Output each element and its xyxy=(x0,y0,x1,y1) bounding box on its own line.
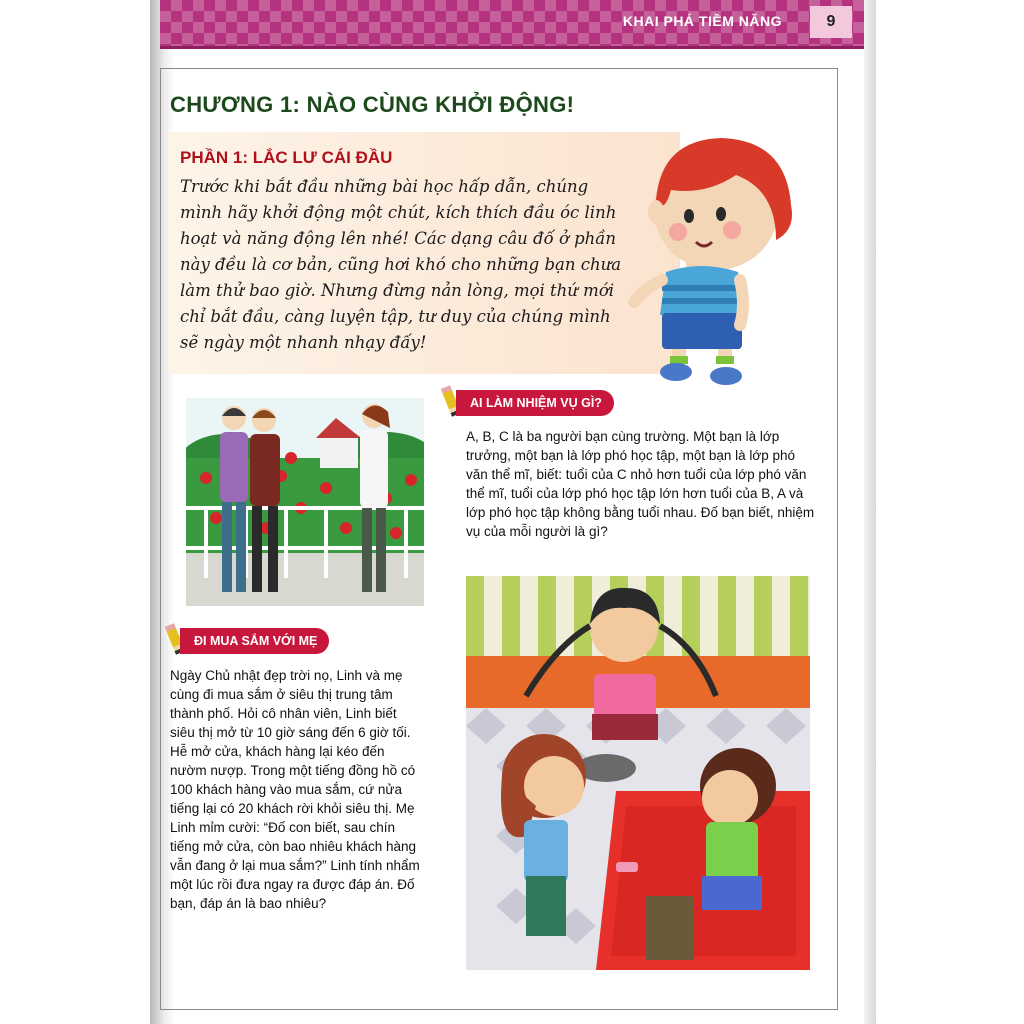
page-number: 9 xyxy=(810,6,852,38)
friends-walking-illustration xyxy=(186,398,424,606)
intro-text: Trước khi bắt đầu những bài học hấp dẫn, chúng mình hãy khởi động một chút, kích thích đầu óc linh hoạt và năng động lên nhé! Các dạng câu đố ở phần này đều là cơ bản, cũng hơi khó cho những bạn chưa làm thử bao giờ. Nhưng đừng nản lòng, mọi thứ mới chỉ bắt đầu, càng luyện tập, tư duy của chúng mình sẽ ngày một nhanh nhạy đấy! xyxy=(180,177,622,352)
header-band xyxy=(160,0,864,49)
chapter-title: CHƯƠNG 1: NÀO CÙNG KHỞI ĐỘNG! xyxy=(170,92,575,117)
puzzle-text-shopping: Ngày Chủ nhật đẹp trời nọ, Linh và mẹ cùng đi mua sắm ở siêu thị trung tâm thành phố. Hỏi cô nhân viên, Linh biết siêu thị mở từ 10 giờ sáng đến 6 giờ tối. Hễ mở cửa, khách hàng lại kéo đến nườm nượp. Trong một tiếng đồng hồ có 100 khách hàng vào mua sắm, cứ nửa tiếng lại có 20 khách rời khỏi siêu thị. Mẹ Linh mỉm cười: “Đố con biết, sau chín tiếng mở cửa, còn bao nhiêu khách hàng vẫn đang ở lại mua sắm?” Linh tính nhẩm một lúc rồi đưa ngay ra được đáp án. Đố bạn, đáp án là bao nhiêu? xyxy=(170,668,420,911)
part-title: PHẦN 1: LẮC LƯ CÁI ĐẦU xyxy=(180,148,393,167)
puzzle-title-shopping: ĐI MUA SẮM VỚI MẸ xyxy=(180,628,329,654)
page-edge xyxy=(864,0,876,1024)
girls-playing-illustration xyxy=(466,576,810,970)
running-title: KHAI PHÁ TIỀM NĂNG xyxy=(622,13,782,29)
puzzle-text-who-does-what: A, B, C là ba người bạn cùng trường. Một bạn là lớp trưởng, một bạn là lớp phó học tập, một bạn là lớp phó văn thể mĩ, biết: tuổi của C nhỏ hơn tuổi của lớp phó văn thể mĩ, tuổi của lớp phó học tập lớn hơn tuổi của B, A và lớp phó học tập không bằng tuổi nhau. Đố bạn biết, nhiệm vụ của mỗi người là gì? xyxy=(466,429,815,539)
puzzle-title-who-does-what: AI LÀM NHIỆM VỤ GÌ? xyxy=(456,390,614,416)
boy-illustration xyxy=(626,120,806,395)
